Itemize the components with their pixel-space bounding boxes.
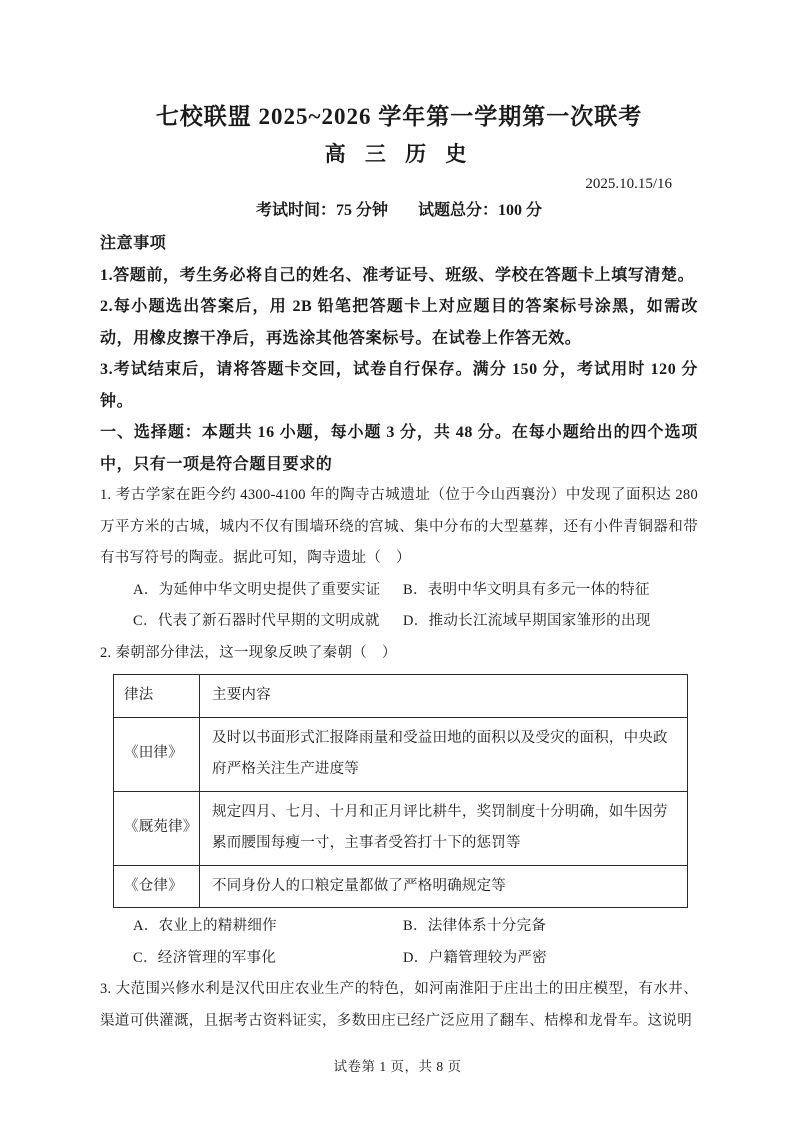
question-1-options xyxy=(100,575,698,638)
law-table-row-jiuyuanlv xyxy=(114,791,688,865)
question-1-option-c: C．代表了新石器时代早期的文明成就 xyxy=(133,613,380,629)
question-2 xyxy=(100,638,698,975)
question-2-number: 2. xyxy=(100,644,112,661)
question-2-option-a: A．农业上的精耕细作 xyxy=(133,918,277,934)
page-number-label: 试卷第 1 页，共 8 页 xyxy=(333,1059,462,1074)
question-1-option-a: A．为延伸中华文明史提供了重要实证 xyxy=(133,581,381,598)
exam-total-score: 试题总分：100 分 xyxy=(418,202,543,219)
exam-time: 考试时间：75 分钟 xyxy=(255,202,388,219)
notice-item-2: 2.每小题选出答案后，用 2B 铅笔把答题卡上对应题目的答案标号涂黑，如需改动，用橡皮擦干净后，再选涂其他答案标号。在试卷上作答无效。 xyxy=(100,298,698,347)
question-1-option-d: D．推动长江流域早期国家雏形的出现 xyxy=(403,613,651,629)
question-3-text: 大范围兴修水利是汉代田庄农业生产的特色，如河南淮阳于庄出土的田庄模型，有水井、渠道可供灌溉，且据考古资料证实，多数田庄已经广泛应用了翻车、桔槔和龙骨车。这说明 xyxy=(100,981,698,1029)
law-table-row-tianlv xyxy=(114,717,688,791)
law-table-header-content: 主要内容 xyxy=(200,675,688,718)
notice-item-1: 1.答题前，考生务必将自己的姓名、准考证号、班级、学校在答题卡上填写清楚。 xyxy=(100,266,695,284)
question-2-option-c: C．经济管理的军事化 xyxy=(133,949,277,966)
question-2-option-d: D．户籍管理较为严密 xyxy=(403,949,547,966)
law-table-row-canglv xyxy=(114,865,688,908)
law-table-header-row xyxy=(114,675,688,718)
law-name-cell: 《厩苑律》 xyxy=(114,791,200,865)
law-table xyxy=(113,674,688,908)
law-name-cell: 《田律》 xyxy=(114,717,200,791)
exam-title: 七校联盟 2025~2026 学年第一学期第一次联考 xyxy=(155,104,643,129)
notice-item-3: 3.考试结束后，请将答题卡交回，试卷自行保存。满分 150 分，考试用时 120 分钟。 xyxy=(100,361,698,410)
notice-section xyxy=(100,228,698,417)
question-2-stem xyxy=(100,638,698,670)
question-1-option-b: B．表明中华文明具有多元一体的特征 xyxy=(403,581,650,598)
question-1-text: 考古学家在距今约 4300-4100 年的陶寺古城遗址（位于今山西襄汾）中发现了面积达 280 万平方米的古城，城内不仅有围墙环绕的宫城、集中分布的大型墓葬，还有小件青铜器和带有书写符号的陶壶。据此可知，陶寺遗址（ ） xyxy=(100,487,698,566)
law-content-cell: 不同身份人的口粮定量都做了严格明确规定等 xyxy=(200,865,688,908)
page-footer xyxy=(0,1055,795,1075)
question-3-number: 3. xyxy=(100,981,112,997)
question-3-stem xyxy=(100,974,698,1037)
question-2-option-b: B．法律体系十分完备 xyxy=(403,918,547,934)
exam-header xyxy=(100,102,698,225)
question-2-options xyxy=(100,911,698,974)
section-heading: 一、选择题：本题共 16 小题，每小题 3 分，共 48 分。在每小题给出的四个选项中，只有一项是符合题目要求的 xyxy=(100,424,698,473)
law-table-header-law: 律法 xyxy=(114,675,200,718)
question-1-number: 1. xyxy=(100,487,112,503)
question-2-text: 秦朝部分律法，这一现象反映了秦朝（ ） xyxy=(115,644,397,661)
exam-meta xyxy=(100,197,698,225)
notice-heading: 注意事项 xyxy=(100,235,167,252)
law-content-cell: 及时以书面形式汇报降雨量和受益田地的面积以及受灾的面积，中央政府严格关注生产进度等 xyxy=(200,717,688,791)
exam-date: 2025.10.15/16 xyxy=(585,176,672,192)
question-3 xyxy=(100,974,698,1037)
law-content-cell: 规定四月、七月、十月和正月评比耕牛，奖罚制度十分明确，如牛因劳累而腰围每瘦一寸，主事者受笞打十下的惩罚等 xyxy=(200,791,688,865)
exam-subject: 高 三 历 史 xyxy=(324,142,474,166)
question-1-stem xyxy=(100,480,698,575)
law-name-cell: 《仓律》 xyxy=(114,865,200,908)
question-1 xyxy=(100,480,698,638)
